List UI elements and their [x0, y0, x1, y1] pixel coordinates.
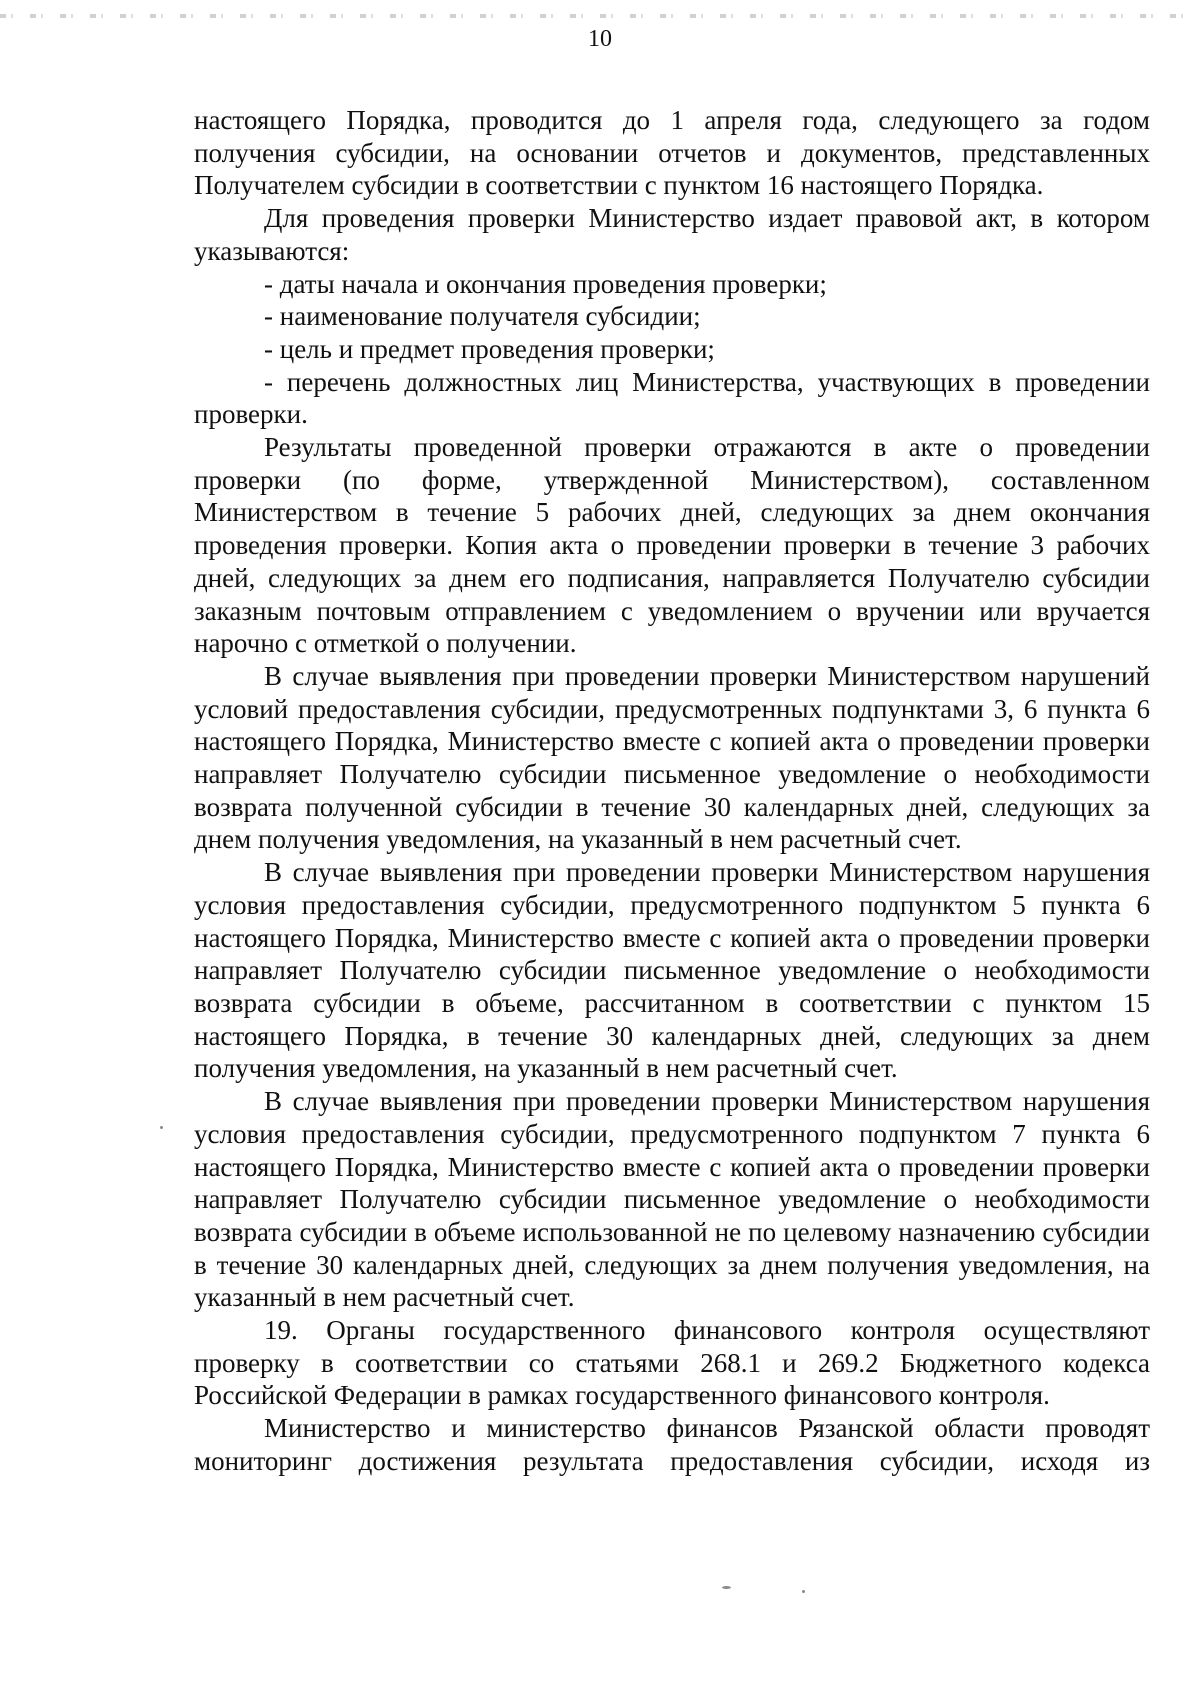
paragraph: В случае выявления при проведении проверки Министерством нарушения условия предоставления субсидии, предусмотренного подпунктом 5 пункта 6 настоящего Порядка, Министерство вместе с копией акта о проведении проверки направляет Получателю субсидии письменное уведомление о необходимости возврата субсидии в объеме, рассчитанном в соответствии с пунктом 15 настоящего Порядка, в течение 30 календарных дней, следующих за днем получения уведомления, на указанный в нем расчетный счет.: [194, 857, 1150, 1084]
paragraph: - наименование получателя субсидии;: [264, 301, 701, 332]
paragraph: настоящего Порядка, проводится до 1 апреля года, следующего за годом получения субсидии, на основании отчетов и документов, представленных Получателем субсидии в соответствии с пунктом 16 настоящего Порядка.: [194, 105, 1150, 201]
document-body: [194, 104, 1150, 1478]
scan-edge-artifact: [0, 14, 1200, 18]
paragraph: - даты начала и окончания проведения проверки;: [264, 268, 827, 299]
paragraph: Для проведения проверки Министерство издает правовой акт, в котором указываются:: [194, 203, 1150, 266]
scan-speck: [722, 1586, 731, 1589]
scan-speck: [802, 1590, 805, 1593]
page-number: 10: [588, 26, 612, 52]
paragraph: - перечень должностных лиц Министерства, участвующих в проведении проверки.: [194, 366, 1150, 430]
paragraph: - цель и предмет проведения проверки;: [264, 333, 715, 364]
paragraph: Результаты проведенной проверки отражаются в акте о проведении проверки (по форме, утвержденной Министерством), составленном Министерством в течение 5 рабочих дней, следующих за днем окончания проведения проверки. Копия акта о проведении проверки в течение 3 рабочих дней, следующих за днем его подписания, направляется Получателю субсидии заказным почтовым отправлением с уведомлением о вручении или вручается нарочно с отметкой о получении.: [194, 432, 1150, 659]
paragraph: Министерство и министерство финансов Рязанской области проводят мониторинг достижения результата предоставления субсидии, исходя из: [194, 1413, 1150, 1476]
paragraph: В случае выявления при проведении проверки Министерством нарушения условия предоставления субсидии, предусмотренного подпунктом 7 пункта 6 настоящего Порядка, Министерство вместе с копией акта о проведении проверки направляет Получателю субсидии письменное уведомление о необходимости возврата субсидии в объеме использованной не по целевому назначению субсидии в течение 30 календарных дней, следующих за днем получения уведомления, на указанный в нем расчетный счет.: [194, 1086, 1150, 1313]
paragraph: В случае выявления при проведении проверки Министерством нарушений условий предоставления субсидии, предусмотренных подпунктами 3, 6 пункта 6 настоящего Порядка, Министерство вместе с копией акта о проведении проверки направляет Получателю субсидии письменное уведомление о необходимости возврата полученной субсидии в течение 30 календарных дней, следующих за днем получения уведомления, на указанный в нем расчетный счет.: [194, 660, 1150, 855]
paragraph: 19. Органы государственного финансового контроля осуществляют проверку в соответствии со статьями 268.1 и 269.2 Бюджетного кодекса Российской Федерации в рамках государственного финансового контроля.: [194, 1315, 1150, 1411]
scan-speck: [160, 1126, 163, 1129]
